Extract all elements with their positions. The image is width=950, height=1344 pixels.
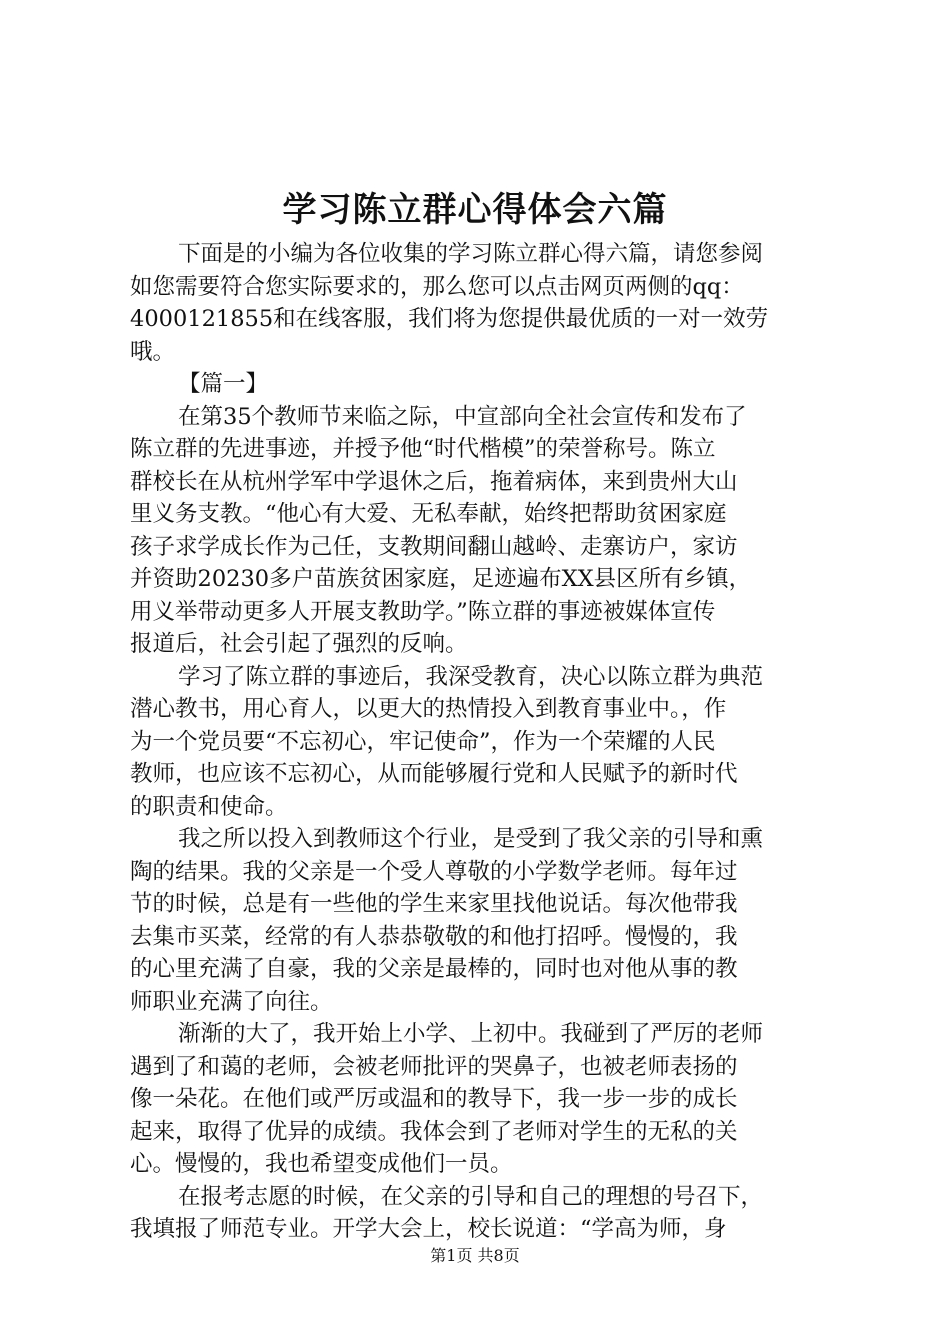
text-line: 潜心教书，用心育人，以更大的热情投入到教育事业中。，作 [130,696,727,722]
text-line: 报道后，社会引起了强烈的反响。 [130,631,468,657]
text-line: 像一朵花。在他们或严厉或温和的教导下，我一步一步的成长 [130,1086,738,1112]
text-line: 心。慢慢的，我也希望变成他们一员。 [130,1151,513,1177]
text-line: 如您需要符合您实际要求的，那么您可以点击网页两侧的qq： [130,273,744,300]
text-line: 用义举带动更多人开展支教助学。”陈立群的事迹被媒体宣传 [130,598,716,625]
text-line: 我之所以投入到教师这个行业，是受到了我父亲的引导和熏 [178,826,764,852]
text-line: 我填报了师范专业。开学大会上，校长说道：“学高为师，身 [130,1216,727,1242]
text-line: 下面是的小编为各位收集的学习陈立群心得六篇，请您参阅 [178,241,764,267]
text-line: 为一个党员要“不忘初心，牢记使命”，作为一个荣耀的人民 [130,728,716,755]
text-line: 起来，取得了优异的成绩。我体会到了老师对学生的无私的关 [130,1118,738,1145]
text-line: 群校长在从杭州学军中学退休之后，拖着病体，来到贵州大山 [130,468,738,495]
text-line: 在第35个教师节来临之际，中宣部向全社会宣传和发布了 [178,403,747,430]
text-line: 在报考志愿的时候，在父亲的引导和自己的理想的号召下， [178,1183,764,1210]
text-line: 4000121855和在线客服，我们将为您提供最优质的一对一效劳 [130,306,769,332]
text-line: 并资助20230多户苗族贫困家庭，足迹遍布XX县区所有乡镇， [130,566,752,592]
text-line: 孩子求学成长作为己任，支教期间翻山越岭、走寨访户，家访 [130,533,738,560]
text-line: 陈立群的先进事迹，并授予他“时代楷模”的荣誉称号。陈立 [130,436,716,462]
text-line: 渐渐的大了，我开始上小学、上初中。我碰到了严厉的老师 [178,1021,764,1047]
text-line: 里义务支教。“他心有大爱、无私奉献，始终把帮助贫困家庭 [130,501,727,527]
page-footer: 第1页 共8页 [430,1246,520,1265]
text-line: 节的时候，总是有一些他的学生来家里找他说话。每次他带我 [130,891,738,917]
text-line: 师职业充满了向往。 [130,988,333,1015]
text-line: 的职责和使命。 [130,793,288,820]
page-title: 学习陈立群心得体会六篇 [282,190,668,230]
text-line: 去集市买菜，经常的有人恭恭敬敬的和他打招呼。慢慢的，我 [130,923,738,950]
document-body [130,238,830,1246]
text-line: 的心里充满了自豪，我的父亲是最棒的，同时也对他从事的教 [130,956,738,982]
text-line: 遇到了和蔼的老师，会被老师批评的哭鼻子，也被老师表扬的 [130,1053,738,1080]
section-heading: 【篇一】 [178,371,269,397]
text-line: 学习了陈立群的事迹后，我深受教育，决心以陈立群为典范 [178,663,764,690]
text-line: 教师，也应该不忘初心，从而能够履行党和人民赋予的新时代 [130,761,738,787]
text-line: 哦。 [130,338,176,365]
text-line: 陶的结果。我的父亲是一个受人尊敬的小学数学老师。每年过 [130,858,738,885]
